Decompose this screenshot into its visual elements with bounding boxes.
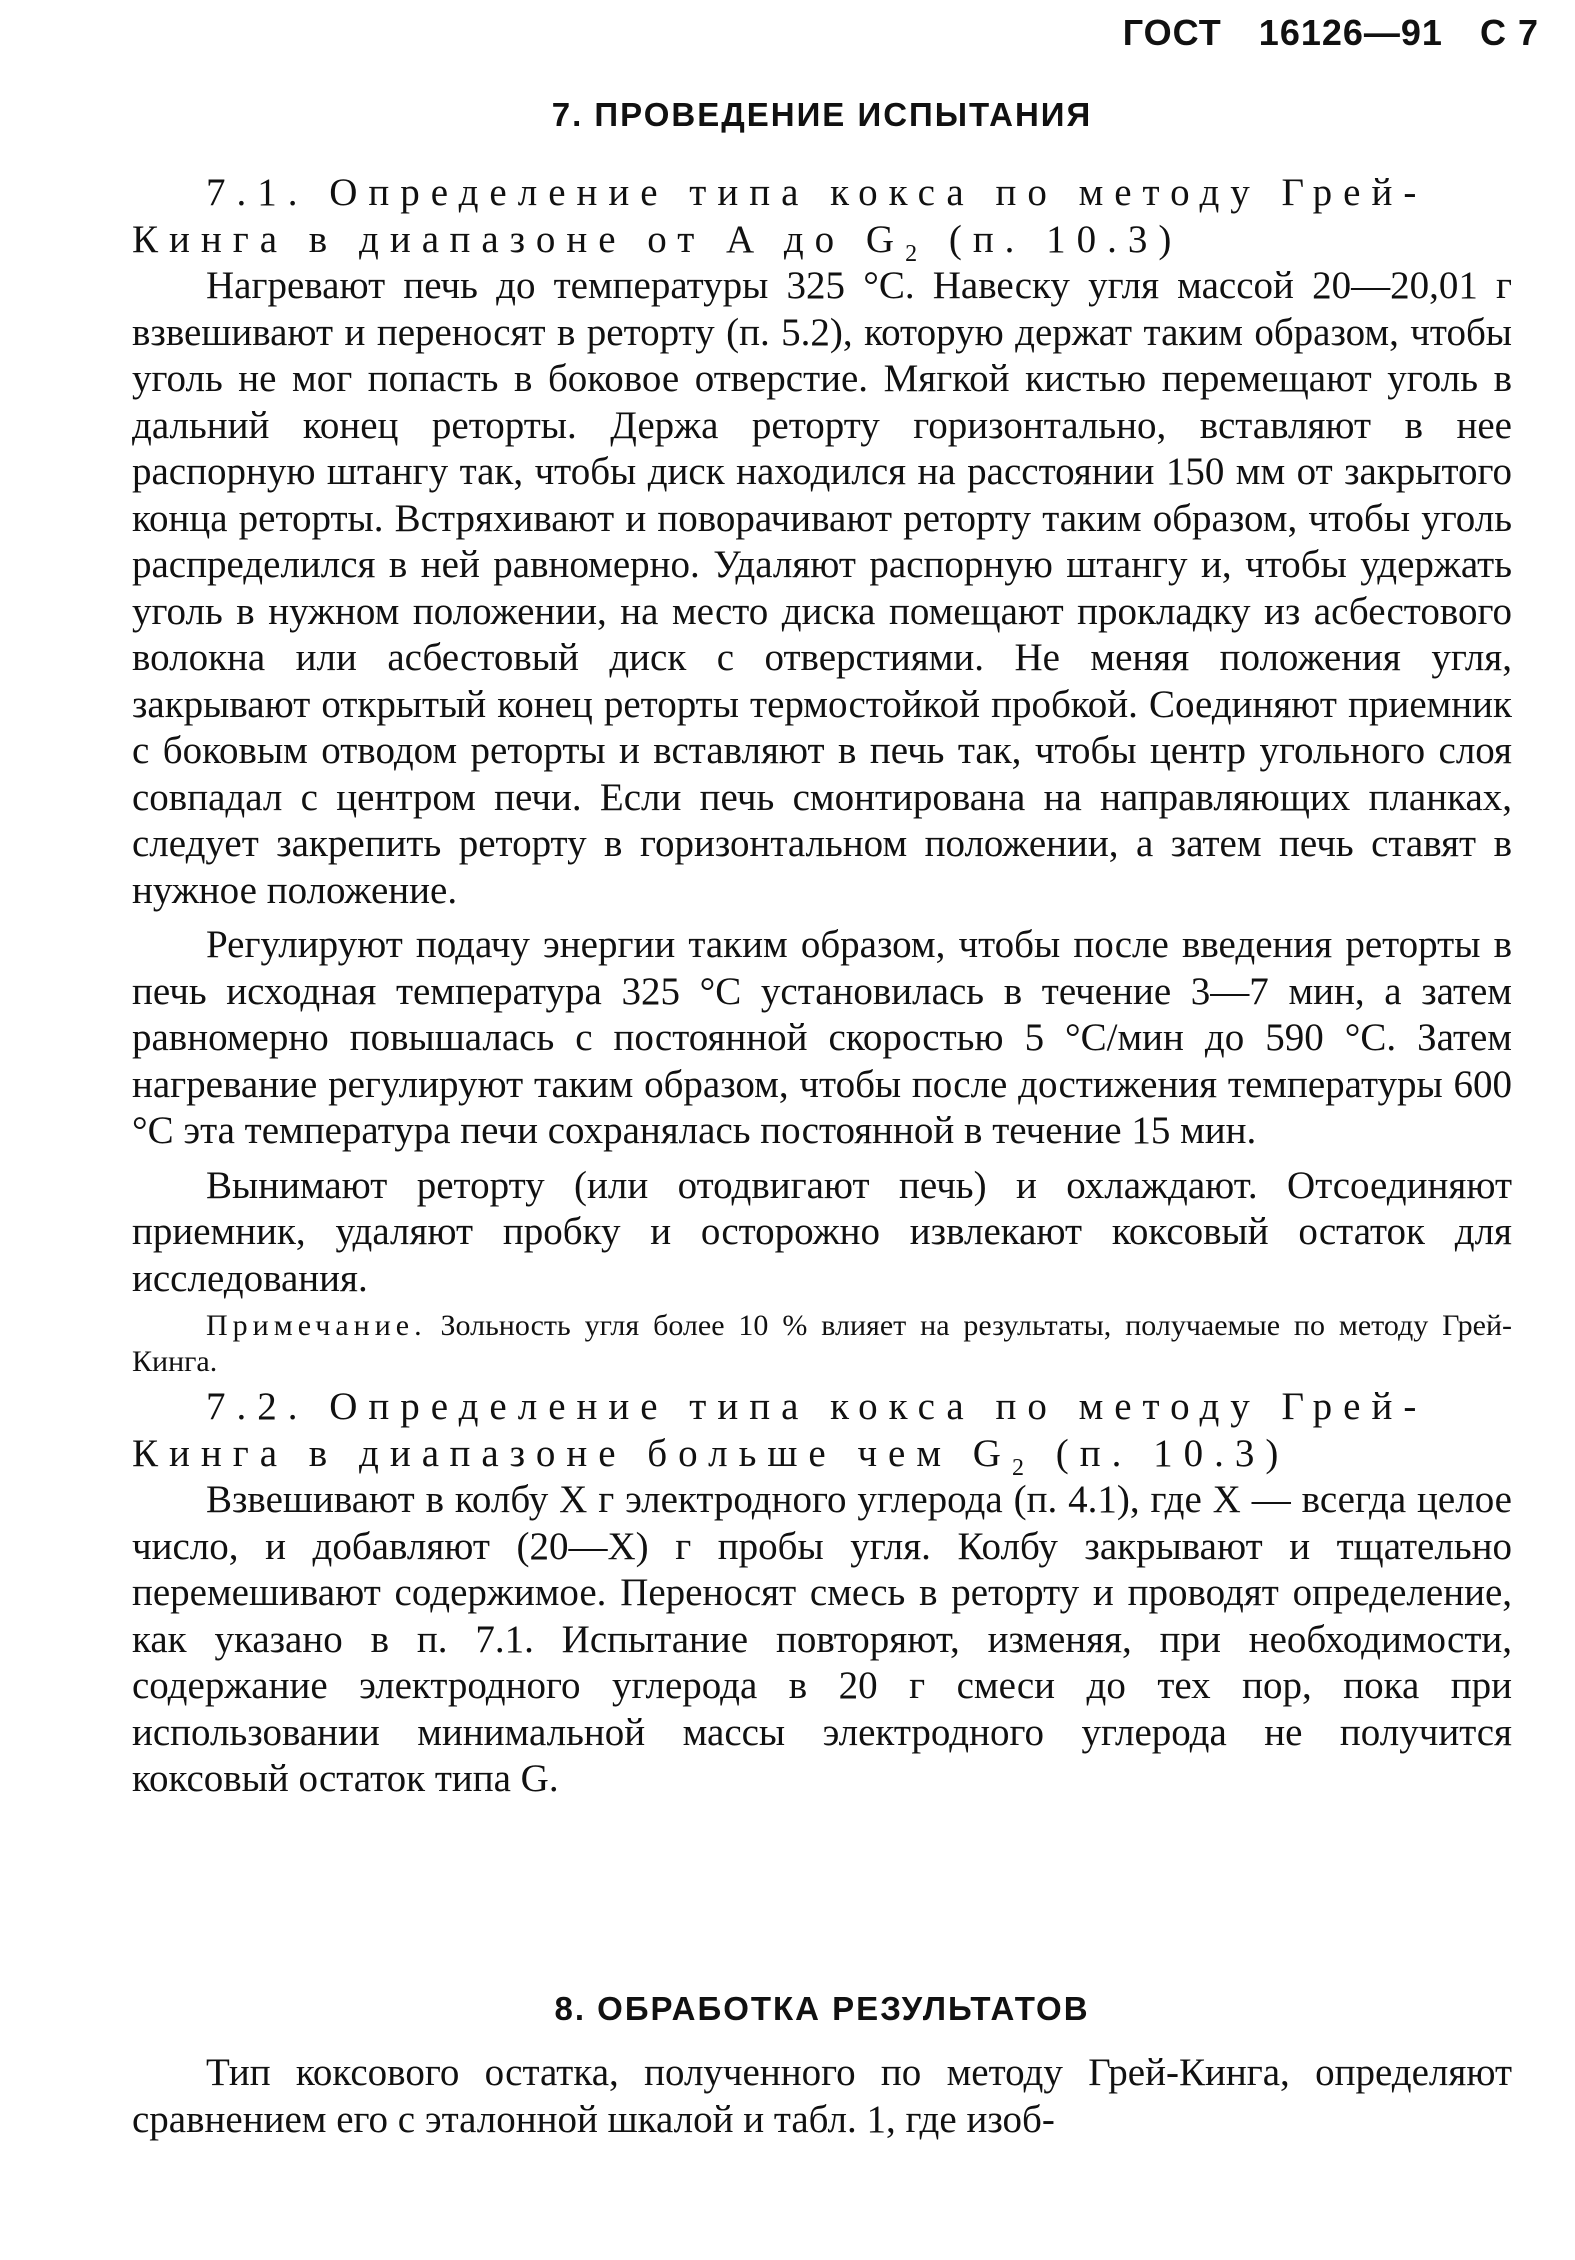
paragraph-8: Тип коксового остатка, полученного по методу Грей-Кинга, определяют сравнением его с эталонной шкалой и табл. 1, где изоб- <box>132 2051 1512 2141</box>
section-7-body <box>132 170 1512 1803</box>
paragraph-7-2: Взвешивают в колбу X г электродного углерода (п. 4.1), где X — всегда целое число, и добавляют (20—X) г пробы угля. Колбу закрывают и тщательно перемешивают содержимое. Переносят смесь в реторту и проводят определение, как указано в п. 7.1. Испытание повторяют, изменяя, при необходимости, содержание электродного углерода в 20 г смеси до тех пор, пока при использовании минимальной массы электродного углерода не получится коксовый остаток типа G. <box>132 1478 1512 1800</box>
subsection-7-2-heading <box>132 1384 1512 1481</box>
subsection-7-2-heading-text: 7.2. Определение типа кокса по методу Грей-Кинга в диапазоне больше чем G <box>132 1385 1428 1475</box>
section-8-title: 8. ОБРАБОТКА РЕЗУЛЬТАТОВ <box>554 1990 1090 2027</box>
subsection-7-1-heading-ref: (п. 10.3) <box>928 217 1183 261</box>
subsection-7-1-heading <box>132 170 1512 267</box>
section-8-body <box>132 2050 1512 2143</box>
page-number: С 7 <box>1479 12 1539 53</box>
subsection-7-2-heading-subscript: 2 <box>1011 1454 1035 1481</box>
subsection-7-1-heading-text: 7.1. Определение типа кокса по методу Грей-Кинга в диапазоне от A до G <box>132 171 1428 261</box>
paragraph-7-1-c: Вынимают реторту (или отодвигают печь) и охлаждают. Отсоединяют приемник, удаляют пробку и осторожно извлекают коксовый остаток для исследования. <box>132 1163 1512 1300</box>
note <box>132 1308 1512 1380</box>
page-header <box>1097 12 1539 54</box>
paragraph-7-1-b: Регулируют подачу энергии таким образом, чтобы после введения реторты в печь исходная температура 325 °С установилась в течение 3—7 мин, а затем равномерно повышалась с постоянной скоростью 5 °С/мин до 590 °С. Затем нагревание регулируют таким образом, чтобы после достижения температуры 600 °С эта температура печи сохранялась постоянной в течение 15 мин. <box>132 923 1512 1152</box>
note-label: Примечание. <box>206 1309 427 1342</box>
standard-number: 16126—91 <box>1258 12 1443 53</box>
subsection-7-2-heading-ref: (п. 10.3) <box>1034 1431 1290 1475</box>
subsection-7-1-heading-subscript: 2 <box>905 240 929 267</box>
note-text: Зольность угля более 10 % влияет на результаты, получаемые по методу Грей-Кинга. <box>132 1309 1512 1378</box>
paragraph-7-1-a: Нагревают печь до температуры 325 °С. Навеску угля массой 20—20,01 г взвешивают и переносят в реторту (п. 5.2), которую держат таким образом, чтобы уголь не мог попасть в боковое отверстие. Мягкой кистью перемещают уголь в дальний конец реторты. Держа реторту горизонтально, вставляют в нее распорную штангу так, чтобы диск находился на расстоянии 150 мм от закрытого конца реторты. Встряхивают и поворачивают реторту таким образом, чтобы уголь распределился в ней равномерно. Удаляют распорную штангу и, чтобы удержать уголь в нужном положении, на место диска помещают прокладку из асбестового волокна или асбестовый диск с отверстиями. Не меняя положения угля, закрывают открытый конец реторты термостойкой пробкой. Соединяют приемник с боковым отводом реторты и вставляют в печь так, чтобы центр угольного слоя совпадал с центром печи. Если печь смонтирована на направляющих планках, следует закрепить реторту в горизонтальном положении, а затем печь ставят в нужное положение. <box>132 264 1512 912</box>
standard-label: ГОСТ <box>1122 12 1222 53</box>
section-7-title: 7. ПРОВЕДЕНИЕ ИСПЫТАНИЯ <box>551 96 1093 133</box>
